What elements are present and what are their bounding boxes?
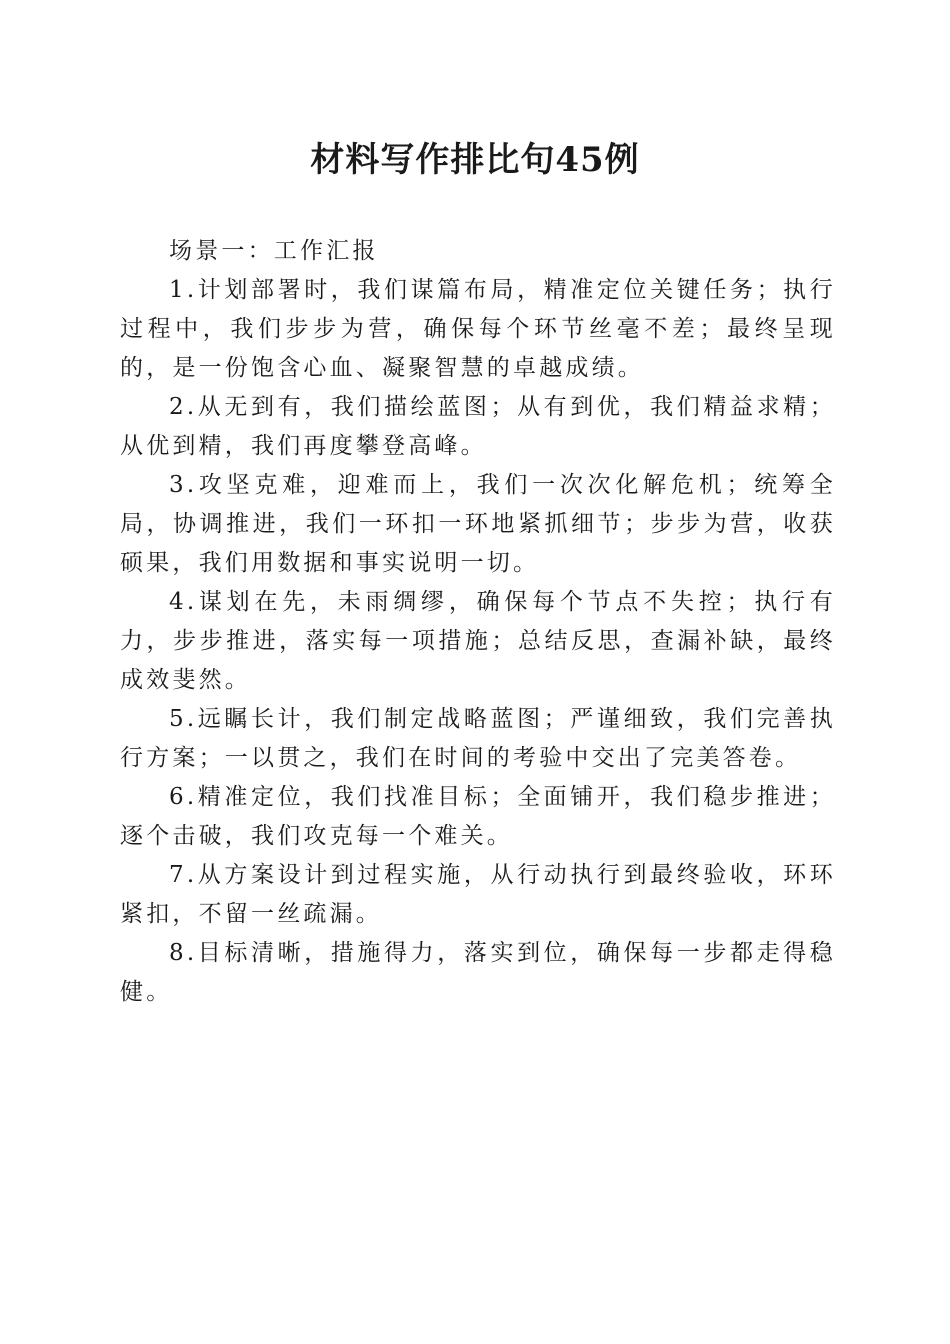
list-item: 1.计划部署时，我们谋篇布局，精准定位关键任务；执行过程中，我们步步为营，确保每个环节丝毫不差；最终呈现的，是一份饱含心血、凝聚智慧的卓越成绩。	[120, 277, 836, 381]
list-item: 5.远瞩长计，我们制定战略蓝图；严谨细致，我们完善执行方案；一以贯之，我们在时间的考验中交出了完美答卷。	[120, 706, 836, 771]
list-item: 6.精准定位，我们找准目标；全面铺开，我们稳步推进；逐个击破，我们攻克每一个难关。	[120, 784, 836, 849]
list-item: 7.从方案设计到过程实施，从行动执行到最终验收，环环紧扣，不留一丝疏漏。	[120, 862, 836, 927]
document-title: 材料写作排比句45例	[310, 140, 640, 180]
list-item: 8.目标清晰，措施得力，落实到位，确保每一步都走得稳健。	[120, 940, 836, 1005]
document-body	[120, 232, 836, 1012]
list-item: 4.谋划在先，未雨绸缪，确保每个节点不失控；执行有力，步步推进，落实每一项措施；总结反思，查漏补缺，最终成效斐然。	[120, 589, 836, 693]
section-heading: 场景一：工作汇报	[169, 238, 379, 264]
list-item: 3.攻坚克难，迎难而上，我们一次次化解危机；统筹全局，协调推进，我们一环扣一环地紧抓细节；步步为营，收获硕果，我们用数据和事实说明一切。	[120, 472, 836, 576]
list-item: 2.从无到有，我们描绘蓝图；从有到优，我们精益求精；从优到精，我们再度攀登高峰。	[120, 394, 836, 459]
